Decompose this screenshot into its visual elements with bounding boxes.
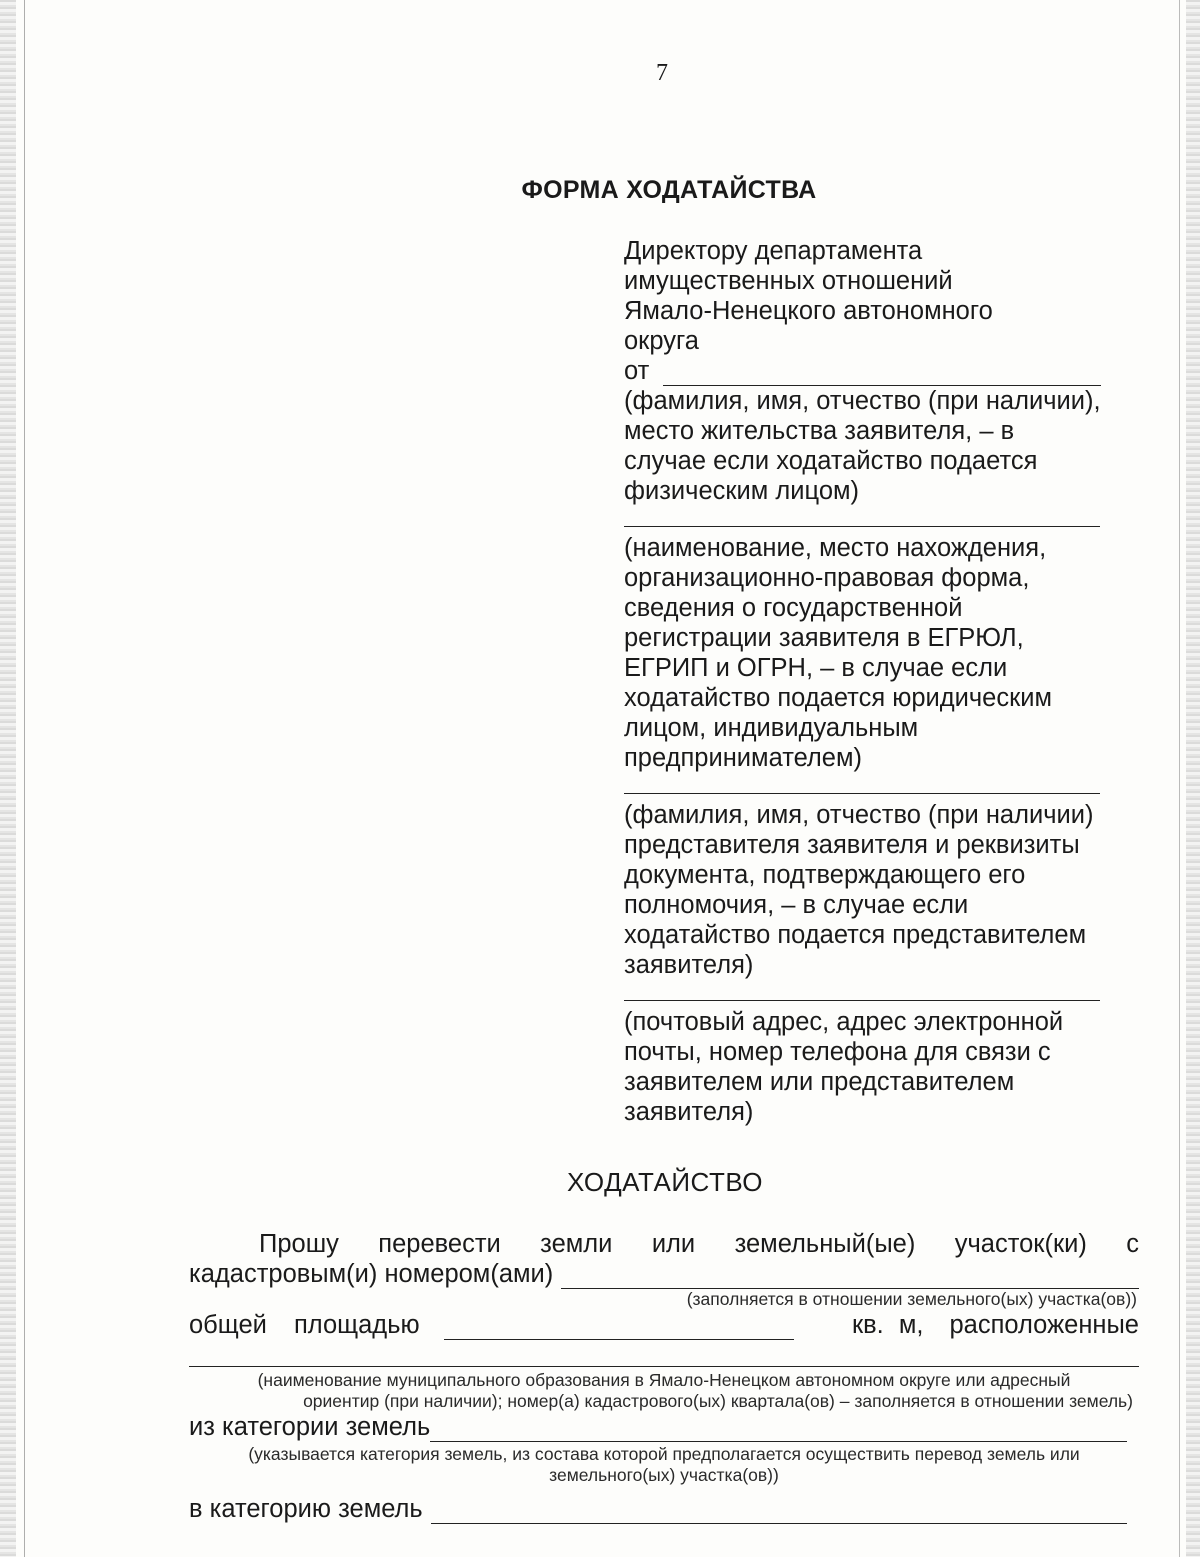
category-note-2: земельного(ых) участка(ов)) [549,1465,779,1485]
note-line: ЕГРИП и ОГРН, – в случае если [624,654,1008,682]
word: участок(ки) [954,1230,1087,1258]
addressee-block [624,236,1154,1127]
addressee-line: округа [624,327,699,355]
from-category-label: из категории земель [189,1413,431,1441]
applicant-legal-entity-note [624,533,1154,773]
note-line: лицом, индивидуальным [624,714,919,742]
contacts-note [624,1007,1154,1127]
scan-left-edge [0,0,16,1557]
area-unit: кв. м, [851,1311,924,1339]
word: или [651,1230,696,1258]
note-line: (почтовый адрес, адрес электронной [624,1008,1064,1036]
note-line: заявителя) [624,1098,754,1126]
note-line: документа, подтверждающего его [624,861,1026,889]
location-blank[interactable] [189,1340,1139,1367]
addressee-line: имущественных отношений [624,267,953,295]
cadastral-label: кадастровым(и) номером(ами) [189,1260,554,1288]
cadastral-note: (заполняется в отношении земельного(ых) участка(ов)) [686,1289,1137,1309]
note-line: случае если ходатайство подается [624,447,1038,475]
petition-body [189,1230,1139,1524]
note-line: физическим лицом) [624,477,860,505]
area-row [189,1310,1139,1340]
scan-left-border [24,0,25,1557]
area-blank[interactable] [444,1317,794,1340]
area-label: общей площадью [189,1311,420,1339]
to-category-row [189,1494,1139,1524]
scan-right-border [1179,0,1180,1557]
from-category-blank[interactable] [430,1419,1127,1442]
cadastral-row [189,1259,1139,1289]
note-line: сведения о государственной [624,594,963,622]
word: перевести [378,1230,501,1258]
located-label: расположенные [949,1311,1139,1339]
cadastral-number-blank[interactable] [561,1266,1139,1289]
page-number: 7 [656,60,668,86]
petition-first-line [189,1230,1139,1259]
addressee-line: Директору департамента [624,237,923,265]
note-line: представителя заявителя и реквизиты [624,831,1080,859]
note-line: организационно-правовая форма, [624,564,1030,592]
from-row [624,356,1154,386]
addressee-line: Ямало-Ненецкого автономного [624,297,993,325]
word: с [1126,1230,1139,1258]
applicant-blank[interactable] [663,361,1101,386]
scan-right-edge [1186,0,1200,1557]
word: земельный(ые) [734,1230,916,1258]
note-line: полномочия, – в случае если [624,891,969,919]
word: земли [540,1230,613,1258]
legal-entity-blank[interactable] [624,506,1100,527]
note-line: (наименование, место нахождения, [624,534,1047,562]
form-title: ФОРМА ХОДАТАЙСТВА [521,176,817,204]
to-category-blank[interactable] [431,1501,1127,1524]
category-note-1: (указывается категория земель, из состава которой предполагается осуществить перевод земель или [248,1444,1080,1464]
to-category-label: в категорию земель [189,1495,423,1523]
note-line: почты, номер телефона для связи с [624,1038,1051,1066]
note-line: регистрации заявителя в ЕГРЮЛ, [624,624,1024,652]
word: Прошу [259,1230,339,1258]
note-line: заявителя) [624,951,754,979]
note-line: предпринимателем) [624,744,863,772]
from-label: от [624,357,650,385]
location-note-2: ориентир (при наличии); номер(а) кадастрового(ых) квартала(ов) – заполняется в отношении земель) [303,1391,1133,1411]
representative-blank[interactable] [624,773,1100,794]
from-category-row [189,1412,1139,1442]
location-note-1: (наименование муниципального образования в Ямало-Ненецком автономном округе или адресный [257,1370,1071,1390]
note-line: ходатайство подается представителем [624,921,1087,949]
applicant-individual-note [624,386,1154,506]
representative-note [624,800,1154,980]
note-line: (фамилия, имя, отчество (при наличии), [624,387,1101,415]
contacts-blank[interactable] [624,980,1100,1001]
note-line: (фамилия, имя, отчество (при наличии) [624,801,1094,829]
note-line: ходатайство подается юридическим [624,684,1053,712]
petition-heading: ХОДАТАЙСТВО [566,1167,764,1197]
note-line: место жительства заявителя, – в [624,417,1015,445]
note-line: заявителем или представителем [624,1068,1015,1096]
